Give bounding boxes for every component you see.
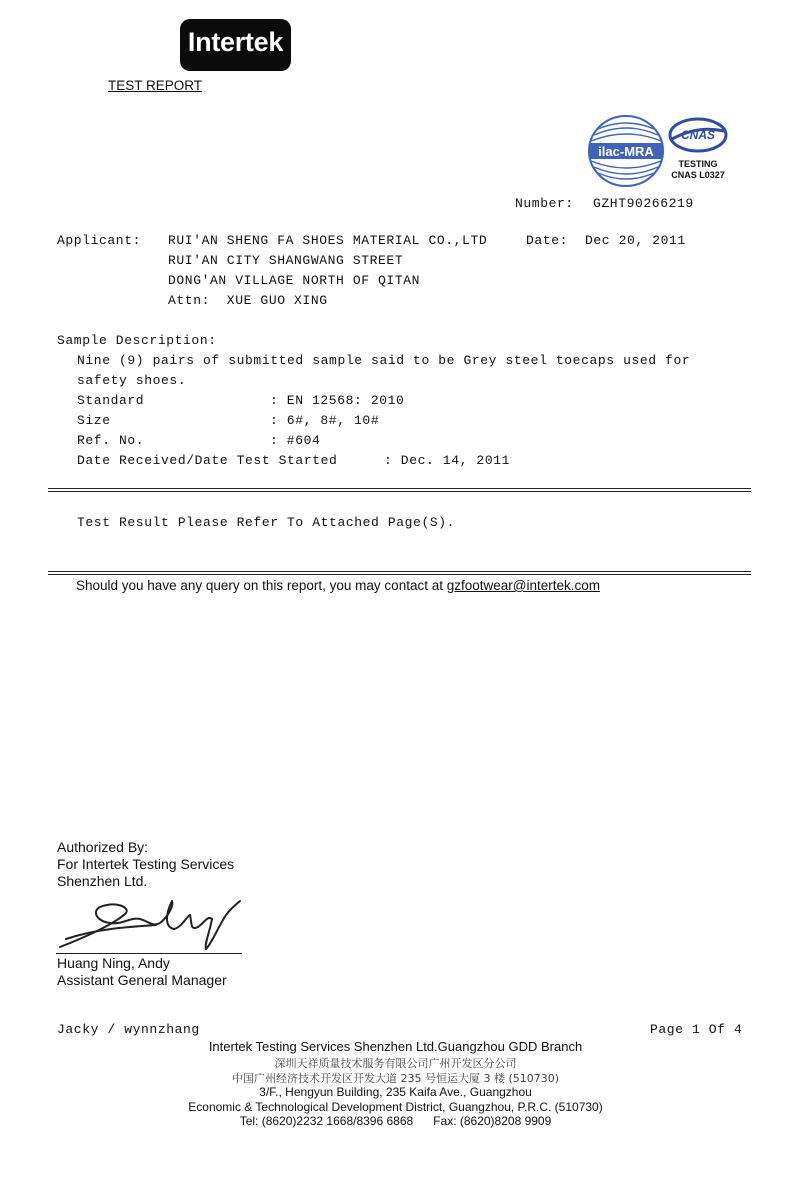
field-value-size: : 6#, 8#, 10#	[270, 413, 380, 428]
field-value-ref: : #604	[270, 433, 321, 448]
sample-heading: Sample Description:	[57, 333, 217, 348]
signatory-name: Huang Ning, Andy	[57, 955, 170, 971]
cnas-text: CNAS	[680, 128, 716, 142]
field-value-standard: : EN 12568: 2010	[270, 393, 405, 408]
footer-contact: Tel: (8620)2232 1668/8396 6868 Fax: (8620)8208 9909	[239, 1114, 552, 1128]
contact-line	[76, 578, 600, 593]
report-type-label: TEST REPORT	[108, 78, 203, 93]
field-label-size: Size	[77, 413, 111, 428]
applicant-line: RUI'AN CITY SHANGWANG STREET	[168, 253, 404, 268]
footer-address-chinese: 中国广州经济技术开发区开发大道 235 号恒运大厦 3 楼 (510730)	[231, 1072, 560, 1085]
authorized-by: Authorized By:	[57, 839, 149, 855]
field-label-date-received: Date Received/Date Test Started	[77, 453, 338, 468]
divider	[48, 491, 751, 492]
cnas-number: CNAS L0327	[671, 170, 725, 180]
signatory	[57, 955, 227, 989]
authorized-company: For Intertek Testing Services	[57, 856, 235, 872]
footer-address-line: 3/F., Hengyun Building, 235 Kaifa Ave., Guangzhou	[259, 1085, 532, 1099]
page-number: Page 1 Of 4	[650, 1022, 743, 1037]
signatory-title: Assistant General Manager	[57, 972, 227, 988]
divider	[48, 574, 751, 575]
date-label: Date:	[526, 233, 569, 248]
report-number-label: Number:	[515, 196, 574, 211]
result-text: Test Result Please Refer To Attached Page(S).	[77, 515, 456, 530]
prepared-by: Jacky / wynnzhang	[57, 1022, 200, 1037]
divider	[48, 488, 751, 489]
contact-text: Should you have any query on this report, you may contact at	[76, 578, 447, 593]
sample-line: safety shoes.	[77, 373, 187, 388]
footer-address-district: Economic & Technological Development District, Guangzhou, P.R.C. (510730)	[188, 1100, 603, 1114]
logo-text: Intertek	[187, 27, 284, 57]
ilac-mra-logo	[586, 113, 666, 189]
report-number-value: GZHT90266219	[593, 196, 694, 211]
contact-email-link[interactable]: gzfootwear@intertek.com	[446, 578, 600, 593]
applicant-label: Applicant:	[57, 233, 142, 248]
footer-company: Intertek Testing Services Shenzhen Ltd.Guangzhou GDD Branch	[208, 1039, 583, 1054]
authorized-company-city: Shenzhen Ltd.	[57, 873, 148, 889]
field-label-standard: Standard	[77, 393, 145, 408]
date-value: Dec 20, 2011	[585, 233, 686, 248]
authorization-block	[57, 839, 234, 890]
testing-label: TESTING	[678, 159, 718, 169]
field-value-date-received: : Dec. 14, 2011	[384, 453, 511, 468]
signature	[56, 893, 246, 955]
applicant-attn: Attn: XUE GUO XING	[168, 293, 328, 308]
signature-line	[56, 953, 242, 954]
footer-company-chinese: 深圳天祥质量技术服务有限公司广州开发区分公司	[274, 1057, 517, 1070]
field-label-ref: Ref. No.	[77, 433, 145, 448]
cnas-logo	[668, 117, 728, 153]
cnas-caption	[665, 159, 731, 181]
divider	[48, 571, 751, 572]
applicant-line: DONG'AN VILLAGE NORTH OF QITAN	[168, 273, 421, 288]
applicant-line: RUI'AN SHENG FA SHOES MATERIAL CO.,LTD	[168, 233, 488, 248]
sample-line: Nine (9) pairs of submitted sample said to be Grey steel toecaps used for	[77, 353, 691, 368]
ilac-text: ilac-MRA	[598, 144, 654, 159]
